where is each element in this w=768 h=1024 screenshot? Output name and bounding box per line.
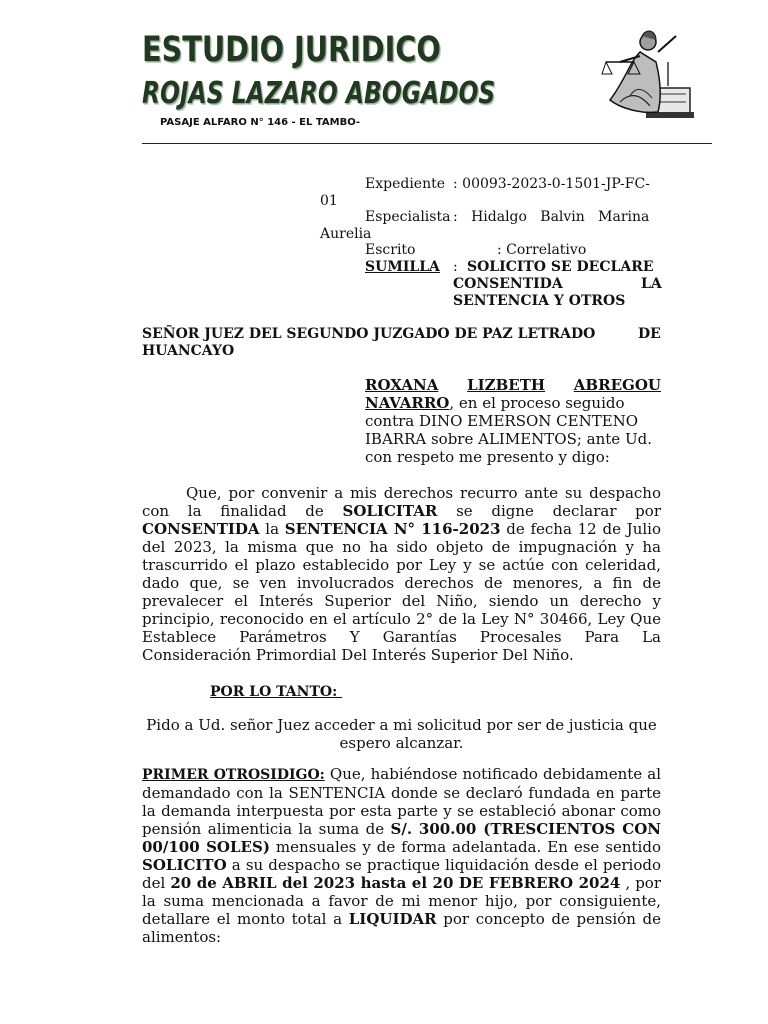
paragraph-petition xyxy=(142,716,661,752)
letterhead-divider xyxy=(142,143,712,144)
addressee-line-1-end: DE xyxy=(638,326,661,342)
expediente-value-cont: 01 xyxy=(320,193,338,209)
o1-line-7: del 20 de ABRIL del 2023 hasta el 20 DE FEBRERO 2024 , por xyxy=(142,874,662,892)
intro-line-2: NAVARRO, en el proceso seguido xyxy=(365,394,625,412)
p2-line-2: espero alcanzar. xyxy=(339,734,464,752)
o1-line-4: pensión alimenticia la suma de S/. 300.00 (TRESCIENTOS CON xyxy=(142,820,661,838)
p2-line-1: Pido a Ud. señor Juez acceder a mi solicitud por ser de justicia que xyxy=(146,716,657,734)
sumilla-line-2b: LA xyxy=(641,276,662,292)
sumilla-label: SUMILLA xyxy=(365,259,440,275)
escrito-label: Escrito xyxy=(365,242,416,258)
especialista-value: : Hidalgo Balvin Marina xyxy=(453,209,650,225)
o1-line-3: la demanda interpuesta por esta parte y se estableció abonar como xyxy=(142,802,661,820)
sumilla-line-2a: CONSENTIDA xyxy=(453,276,563,292)
escrito-value: : Correlativo xyxy=(497,242,587,258)
intro-line-3: contra DINO EMERSON CENTENO xyxy=(365,412,639,430)
expediente-value: : 00093-2023-0-1501-JP-FC- xyxy=(453,176,650,192)
o1-line-8: la suma mencionada a favor de mi menor hijo, por consiguiente, xyxy=(142,892,661,910)
paragraph-request xyxy=(142,484,661,664)
o1-line-9: detallare el monto total a LIQUIDAR por concepto de pensión de xyxy=(142,910,661,928)
intro-line-4: IBARRA sobre ALIMENTOS; ante Ud. xyxy=(365,430,652,448)
plaintiff-name-line: ROXANA LIZBETH ABREGOU xyxy=(365,376,661,394)
p1-line-6: dado que, se ven involucrados derechos de menores, a fin de xyxy=(142,574,661,592)
o1-line-2: demandado con la SENTENCIA donde se declaró fundada en parte xyxy=(142,784,661,802)
expediente-label: Expediente xyxy=(365,176,446,192)
o1-line-5: 00/100 SOLES) mensuales y de forma adelantada. En ese sentido xyxy=(142,838,661,856)
p1-line-10: Consideración Primordial Del Interés Superior Del Niño. xyxy=(142,646,574,664)
p1-line-4: del 2023, la misma que no ha sido objeto de impugnación y ha xyxy=(142,538,661,556)
lady-justice-statue-icon xyxy=(600,22,696,120)
o1-line-6: SOLICITO a su despacho se practique liquidación desde el periodo xyxy=(142,856,661,874)
p1-line-8: principio, reconocido en el artículo 2° de la Ley N° 30466, Ley Que xyxy=(142,610,661,628)
p1-line-3: CONSENTIDA la SENTENCIA N° 116-2023 de fecha 12 de Julio xyxy=(142,520,661,538)
firm-address: PASAJE ALFARO N° 146 - EL TAMBO- xyxy=(160,117,361,128)
sumilla-colon: : xyxy=(453,259,458,275)
especialista-label: Especialista xyxy=(365,209,451,225)
p1-line-1: Que, por convenir a mis derechos recurro ante su despacho xyxy=(186,484,661,502)
firm-name: ROJAS LAZARO ABOGADOS xyxy=(142,76,496,111)
por-lo-tanto-heading: POR LO TANTO: xyxy=(210,684,343,700)
o1-line-10: alimentos: xyxy=(142,928,222,946)
addressee-line-2: HUANCAYO xyxy=(142,343,235,359)
p1-line-5: trascurrido el plazo establecido por Ley y se actúe con celeridad, xyxy=(142,556,661,574)
especialista-value-cont: Aurelia xyxy=(320,226,372,242)
intro-line-5: con respeto me presento y digo: xyxy=(365,448,610,466)
p1-line-9: Establece Parámetros Y Garantías Procesales Para La xyxy=(142,628,661,646)
sumilla-line-3: SENTENCIA Y OTROS xyxy=(453,293,626,309)
paragraph-otrosidigo xyxy=(142,765,661,946)
intro-block xyxy=(365,376,661,466)
p1-line-2: con la finalidad de SOLICITAR se digne declarar por xyxy=(142,502,661,520)
sumilla-line-1: SOLICITO SE DECLARE xyxy=(467,259,654,275)
p1-line-7: prevalecer el Interés Superior del Niño, siendo un derecho y xyxy=(142,592,661,610)
otrosidigo-label: PRIMER OTROSIDIGO: xyxy=(142,767,325,783)
firm-title: ESTUDIO JURIDICO xyxy=(142,30,441,70)
o1-line-1: PRIMER OTROSIDIGO: Que, habiéndose notificado debidamente al xyxy=(142,765,661,783)
addressee-line-1: SEÑOR JUEZ DEL SEGUNDO JUZGADO DE PAZ LETRADO xyxy=(142,326,596,342)
